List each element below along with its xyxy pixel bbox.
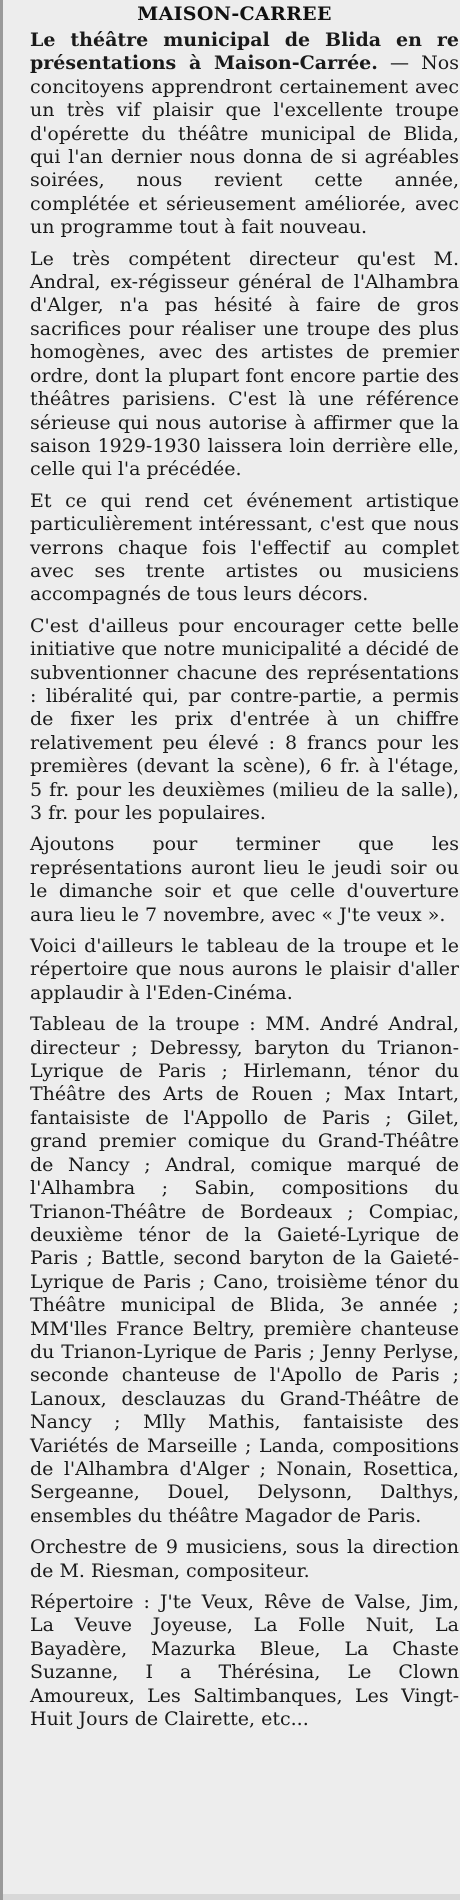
paragraph-intro: [10, 29, 459, 240]
paragraph-prices: C'est d'ailleus pour encourager cette belle initiative que notre municipalité a décidé de subventionner chacune des représentations : libéralité qui, par contre-partie, a permis de fixer les prix d'entrée à un chiffre relativement peu élevé : 8 francs pour les premières (devant la scène), 6 fr. à l'étage, 5 fr. pour les deuxièmes (milieu de la salle), 3 fr. pour les populaires.: [30, 614, 459, 824]
paragraph-troupe: Tableau de la troupe : MM. André Andral, directeur ; Debressy, baryton du Trianon-Lyrique de Paris ; Hirlemann, ténor du Théâtre des Arts de Rouen ; Max Intart, fantaisiste de l'Appollo de Paris ; Gilet, grand premier comique du Grand-Théâtre de Nancy ; Andral, comique marqué de l'Alhambra ; Sabin, compositions du Trianon-Théâtre de Bordeaux ; Compiac, deuxième ténor de la Gaieté-Lyrique de Paris ; Battle, second baryton de la Gaieté-Lyrique de Paris ; Cano, troisième ténor du Théâtre municipal de Blida, 3e année ; MM'lles France Beltry, première chanteuse du Trianon-Lyrique de Paris ; Jenny Perlyse, seconde chanteuse de l'Apollo de Paris ; Lanoux, desclauzas du Grand-Théâtre de Nancy ; Mlly Mathis, fantaisiste des Variétés de Marseille ; Landa, compositions de l'Alhambra d'Alger ; Nonain, Rosettica, Sergeanne, Douel, Delysonn, Dalthys, ensembles du théâtre Magador de Paris.: [30, 1013, 459, 1527]
headline: MAISON-CARREE: [137, 3, 332, 25]
paragraph-director: Le très compétent directeur qu'est M. Andral, ex-régisseur général de l'Alhambra d'Alger, n'a pas hésité à faire de gros sacrifices pour réaliser une troupe des plus homogènes, avec des artistes de premier ordre, dont la plupart font encore partie des théâtres parisiens. C'est là une référence sérieuse qui nous autorise à affirmer que la saison 1929-1930 laissera loin derrière elle, celle qui l'a précédée.: [30, 247, 459, 481]
article: [10, 2, 459, 1739]
paragraph-schedule: Ajoutons pour terminer que les représentations auront lieu le jeudi soir ou le dimanche soir et que celle d'ouverture aura lieu le 7 novembre, avec « J'te veux ».: [30, 833, 459, 926]
lead-title: Le théâtre municipal de Blida en re présentations à Maison-Carrée.: [30, 29, 459, 75]
paragraph-repertoire: Répertoire : J'te Veux, Rêve de Valse, Jim, La Veuve Joyeuse, La Folle Nuit, La Bayadère, Mazurka Bleue, La Chaste Suzanne, I a Thérésina, Le Clown Amoureux, Les Saltimbanques, Les Vingt-Huit Jours de Clairette, etc...: [30, 1591, 459, 1731]
paragraph-announcement: Voici d'ailleurs le tableau de la troupe et le répertoire que nous aurons le plaisir d'aller applaudir à l'Eden-Cinéma.: [30, 935, 459, 1004]
paragraph-event: Et ce qui rend cet événement artistique particulièrement intéressant, c'est que nous verrons chaque fois l'effectif au complet avec ses trente artistes ou musiciens accompagnés de tous leurs décors.: [30, 489, 459, 606]
paragraph-orchestra: Orchestre de 9 musiciens, sous la direction de M. Riesman, compositeur.: [30, 1536, 459, 1582]
bottom-divider: [3, 1894, 460, 1900]
paragraph-intro-text: — Nos concitoyens apprendront certainement avec un très vif plaisir que l'excellente troupe d'opérette du théâtre municipal de Blida, qui l'an dernier nous donna de si agréables soirées, nous revient cette année, complétée et sérieusement améliorée, avec un programme tout à fait nouveau.: [30, 52, 459, 239]
